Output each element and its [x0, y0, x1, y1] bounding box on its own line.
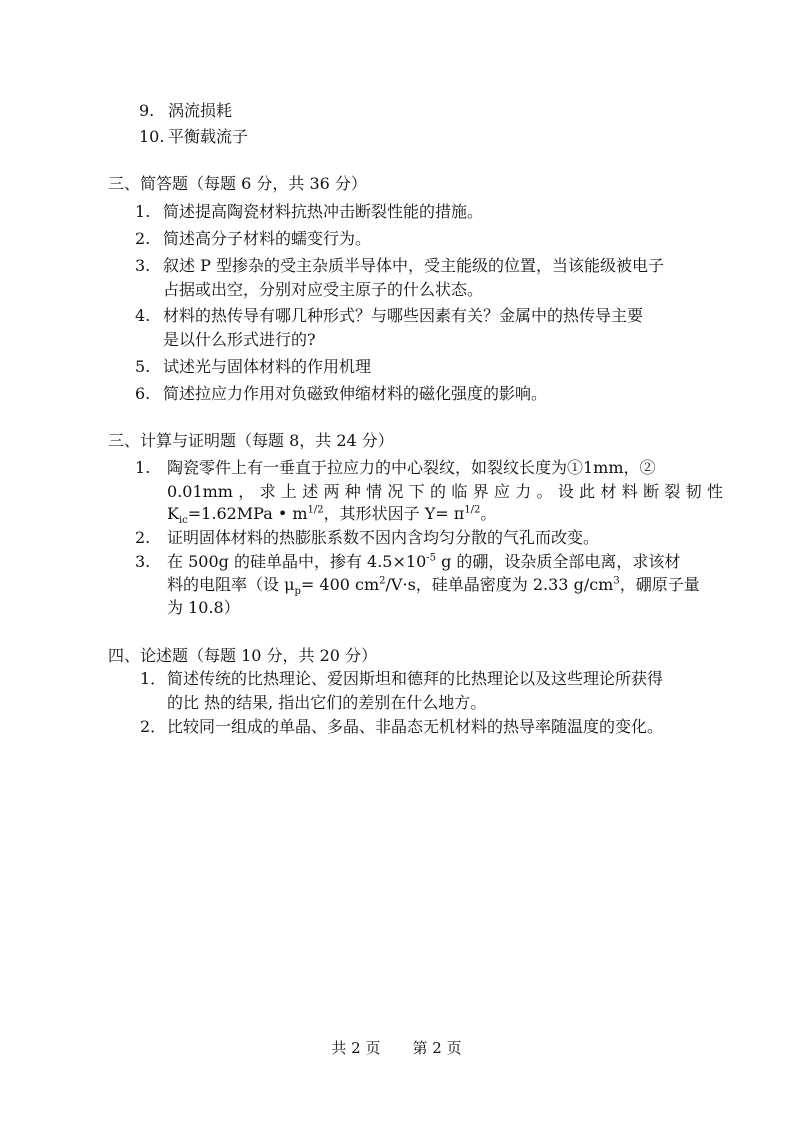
list-item: 10. 平衡载流子 — [139, 127, 249, 146]
section-heading-essay: 四、论述题（每题 10 分，共 20 分） — [108, 646, 378, 665]
page-total: 共 2 页 — [331, 1039, 381, 1057]
question-item-continuation: 是以什么形式进行的? — [163, 330, 316, 349]
section-heading-short-answer: 三、简答题（每题 6 分，共 36 分） — [108, 174, 367, 193]
question-item: 1．简述传统的比热理论、爱因斯坦和德拜的比热理论以及这些理论所获得 — [140, 669, 664, 688]
question-item: 3. 叙述 P 型掺杂的受主杂质半导体中，受主能级的位置，当该能级被电子 — [135, 256, 664, 275]
question-item: 5. 试述光与固体材料的作用机理 — [135, 357, 372, 376]
page-number: 第 2 页 — [412, 1039, 462, 1057]
question-item: 6. 简述拉应力作用对负磁致伸缩材料的磁化强度的影响。 — [135, 384, 548, 403]
question-item-continuation: 占据或出空，分别对应受主原子的什么状态。 — [163, 280, 484, 299]
question-item: 2．比较同一组成的单晶、多晶、非晶态无机材料的热导率随温度的变化。 — [140, 717, 664, 736]
question-item-continuation: 的比 热的结果, 指出它们的差别在什么地方。 — [167, 693, 487, 712]
question-item: 3. 在 500g 的硅单晶中，掺有 $4.5\times 10^{-5}$ g 的硼，设杂质全部电离，求该材 — [135, 552, 681, 571]
question-item: 2. 证明固体材料的热膨胀系数不因内含均匀分散的气孔而改变。 — [135, 528, 600, 547]
question-item: 4. 材料的热传导有哪几种形式？与哪些因素有关？金属中的热传导主要 — [135, 306, 644, 325]
page-footer — [0, 1037, 793, 1058]
question-item-continuation: 料的电阻率（设 $\mu_p= 400$ $cm^2/V\cdot s$，硅单晶密度为 2.33 $g/cm^3$，硼原子量 — [167, 575, 700, 598]
question-item-continuation: 0.01mm，求上述两种情况下的临界应力。设此材料断裂韧性 — [167, 482, 723, 501]
question-item-continuation: 为 10.8） — [167, 598, 240, 617]
question-item: 1. 陶瓷零件上有一垂直于拉应力的中心裂纹，如裂纹长度为①1mm，② — [135, 458, 656, 477]
question-item: 1. 简述提高陶瓷材料抗热冲击断裂性能的措施。 — [135, 202, 484, 221]
question-item: 2. 简述高分子材料的蠕变行为。 — [135, 229, 372, 248]
question-item-formula: $K_{ic}=1.62MPa$ • $m^{1/2}$，其形状因子 $Y= \pi^{1/2}$。 — [167, 504, 497, 527]
section-heading-calculation: 三、计算与证明题（每题 8，共 24 分） — [108, 431, 394, 450]
list-item: 9. 涡流损耗 — [139, 101, 233, 120]
